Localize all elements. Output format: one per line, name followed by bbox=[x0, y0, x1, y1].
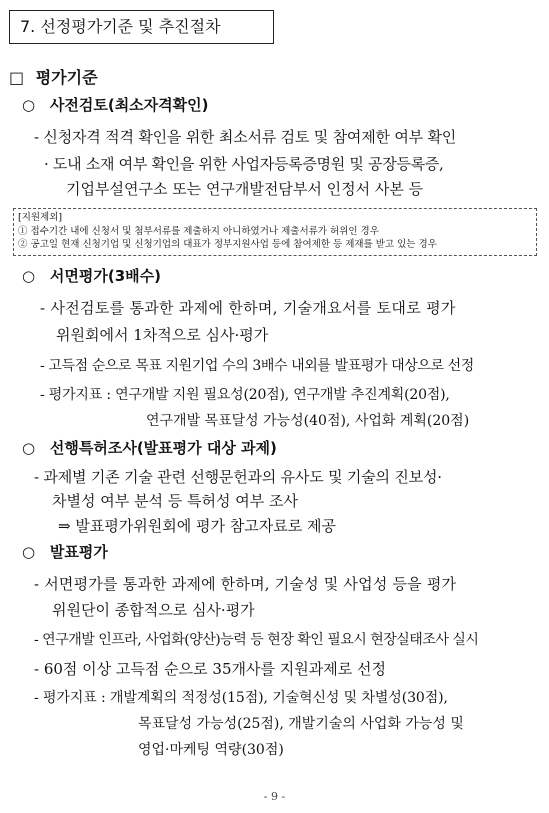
patent-heading-row bbox=[22, 437, 277, 458]
patent-line-3: ⇒ 발표평가위원회에 평가 참고자료로 제공 bbox=[58, 517, 336, 535]
patent-line-2: 차별성 여부 분석 등 특허성 여부 조사 bbox=[52, 492, 298, 510]
presentation-line-7: 영업·마케팅 역량(30점) bbox=[138, 742, 284, 758]
pre-review-heading: 사전검토(최소자격확인) bbox=[49, 96, 209, 114]
document-review-heading-row bbox=[22, 265, 161, 286]
circle-bullet-icon: ○ bbox=[22, 543, 36, 561]
pre-review-line-3: 기업부설연구소 또는 연구개발전담부서 인정서 사본 등 bbox=[66, 180, 424, 198]
patent-heading: 선행특허조사(발표평가 대상 과제) bbox=[49, 439, 277, 457]
circle-bullet-icon: ○ bbox=[22, 96, 36, 114]
document-review-line-3: - 고득점 순으로 목표 지원기업 수의 3배수 내외를 발표평가 대상으로 선정 bbox=[40, 358, 474, 374]
exclusion-item-1: ① 접수기간 내에 신청서 및 첨부서류를 제출하지 아니하였거나 제출서류가 허위인 경우 bbox=[18, 225, 379, 237]
presentation-line-2: 위원단이 종합적으로 심사·평가 bbox=[52, 601, 255, 619]
document-review-line-5: 연구개발 목표달성 가능성(40점), 사업화 계획(20점) bbox=[146, 413, 470, 429]
criteria-heading-row bbox=[9, 65, 98, 88]
circle-bullet-icon: ○ bbox=[22, 267, 36, 285]
exclusion-item-2: ② 공고일 현재 신청기업 및 신청기업의 대표가 정부지원사업 등에 참여제한 등 제재를 받고 있는 경우 bbox=[18, 239, 437, 250]
patent-line-1: - 과제별 기존 기술 관련 선행문헌과의 유사도 및 기술의 진보성· bbox=[34, 468, 442, 486]
pre-review-line-1: - 신청자격 적격 확인을 위한 최소서류 검토 및 참여제한 여부 확인 bbox=[34, 128, 457, 146]
presentation-heading-row bbox=[22, 541, 108, 562]
square-bullet-icon: □ bbox=[9, 68, 25, 87]
document-review-line-4: - 평가지표 : 연구개발 지원 필요성(20점), 연구개발 추진계획(20점), bbox=[40, 387, 450, 403]
presentation-line-6: 목표달성 가능성(25점), 개발기술의 사업화 가능성 및 bbox=[138, 716, 464, 732]
exclusion-note-box bbox=[13, 208, 537, 256]
page-number: - 9 - bbox=[263, 790, 286, 803]
document-review-heading: 서면평가(3배수) bbox=[49, 267, 161, 285]
document-review-line-2: 위원회에서 1차적으로 심사·평가 bbox=[56, 326, 269, 344]
section-title: 7. 선정평가기준 및 추진절차 bbox=[20, 17, 221, 36]
section-title-box bbox=[9, 10, 274, 44]
pre-review-line-2: · 도내 소재 여부 확인을 위한 사업자등록증명원 및 공장등록증, bbox=[44, 155, 444, 173]
presentation-line-3: - 연구개발 인프라, 사업화(양산)능력 등 현장 확인 필요시 현장실태조사 실시 bbox=[34, 632, 479, 648]
presentation-line-1: - 서면평가를 통과한 과제에 한하며, 기술성 및 사업성 등을 평가 bbox=[34, 575, 457, 593]
presentation-heading: 발표평가 bbox=[49, 543, 108, 561]
exclusion-title: [지원제외] bbox=[18, 212, 63, 223]
presentation-line-5: - 평가지표 : 개발계획의 적정성(15점), 기술혁신성 및 차별성(30점), bbox=[34, 690, 448, 706]
criteria-heading: 평가기준 bbox=[35, 68, 98, 87]
pre-review-heading-row bbox=[22, 94, 209, 115]
presentation-line-4: - 60점 이상 고득점 순으로 35개사를 지원과제로 선정 bbox=[34, 660, 386, 678]
document-review-line-1: - 사전검토를 통과한 과제에 한하며, 기술개요서를 토대로 평가 bbox=[40, 299, 456, 317]
circle-bullet-icon: ○ bbox=[22, 439, 36, 457]
